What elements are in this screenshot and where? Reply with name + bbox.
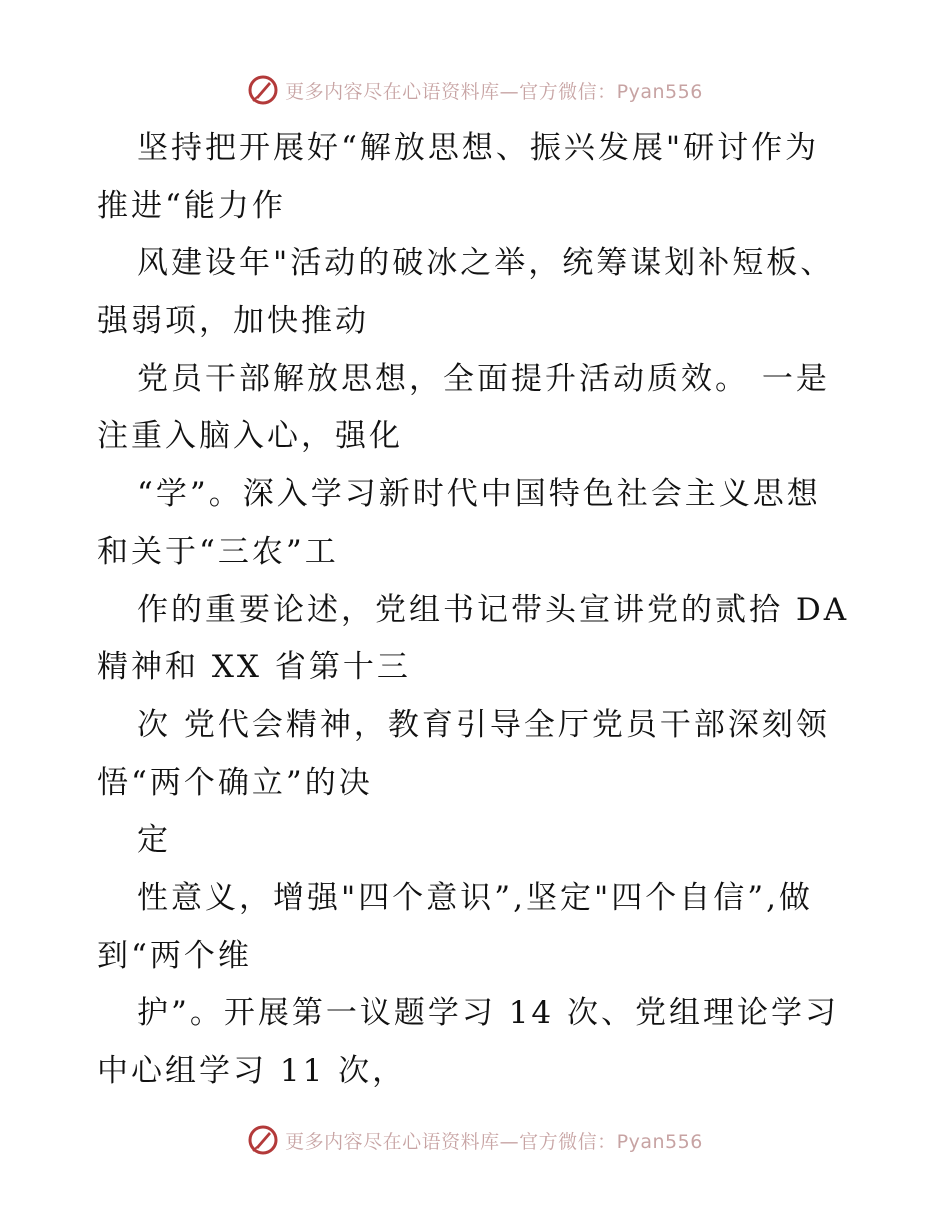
text-line: “学”。深入学习新时代中国特色社会主义思想	[137, 476, 821, 513]
text-line: 次 党代会精神，教育引导全厅党员干部深刻领	[137, 706, 830, 743]
text-line: 推进“能力作	[97, 187, 286, 224]
text-line: 中心组学习 11 次，	[97, 1053, 407, 1089]
text-line: 定	[137, 822, 171, 859]
text-line: 精神和 XX 省第十三	[97, 649, 411, 686]
watermark-text: 更多内容尽在心语资料库—官方微信：Pyan556	[285, 1130, 703, 1153]
text-line: 性意义，增强"四个意识”,坚定"四个自信”,做	[137, 879, 813, 916]
text-line: 风建设年"活动的破冰之举，统筹谋划补短板、	[137, 245, 835, 282]
text-line: 坚持把开展好“解放思想、振兴发展"研讨作为	[137, 130, 820, 166]
text-line: 悟“两个确立”的决	[97, 764, 373, 801]
text-line: 党员干部解放思想，全面提升活动质效。 一是	[137, 360, 830, 397]
text-line: 护”。开展第一议题学习 14 次、党组理论学习	[137, 995, 840, 1032]
quill-logo-icon	[247, 1124, 279, 1156]
header-watermark	[0, 70, 950, 110]
document-body	[97, 120, 887, 1101]
text-line: 和关于“三农”工	[97, 533, 339, 570]
text-line: 到“两个维	[97, 937, 252, 974]
footer-watermark	[0, 1120, 950, 1160]
quill-logo-icon	[247, 74, 279, 106]
text-line: 注重入脑入心，强化	[97, 418, 403, 455]
text-line: 作的重要论述，党组书记带头宣讲党的贰拾 DA	[137, 591, 850, 628]
text-line: 强弱项，加快推动	[97, 303, 369, 340]
watermark-text: 更多内容尽在心语资料库—官方微信：Pyan556	[285, 80, 703, 103]
